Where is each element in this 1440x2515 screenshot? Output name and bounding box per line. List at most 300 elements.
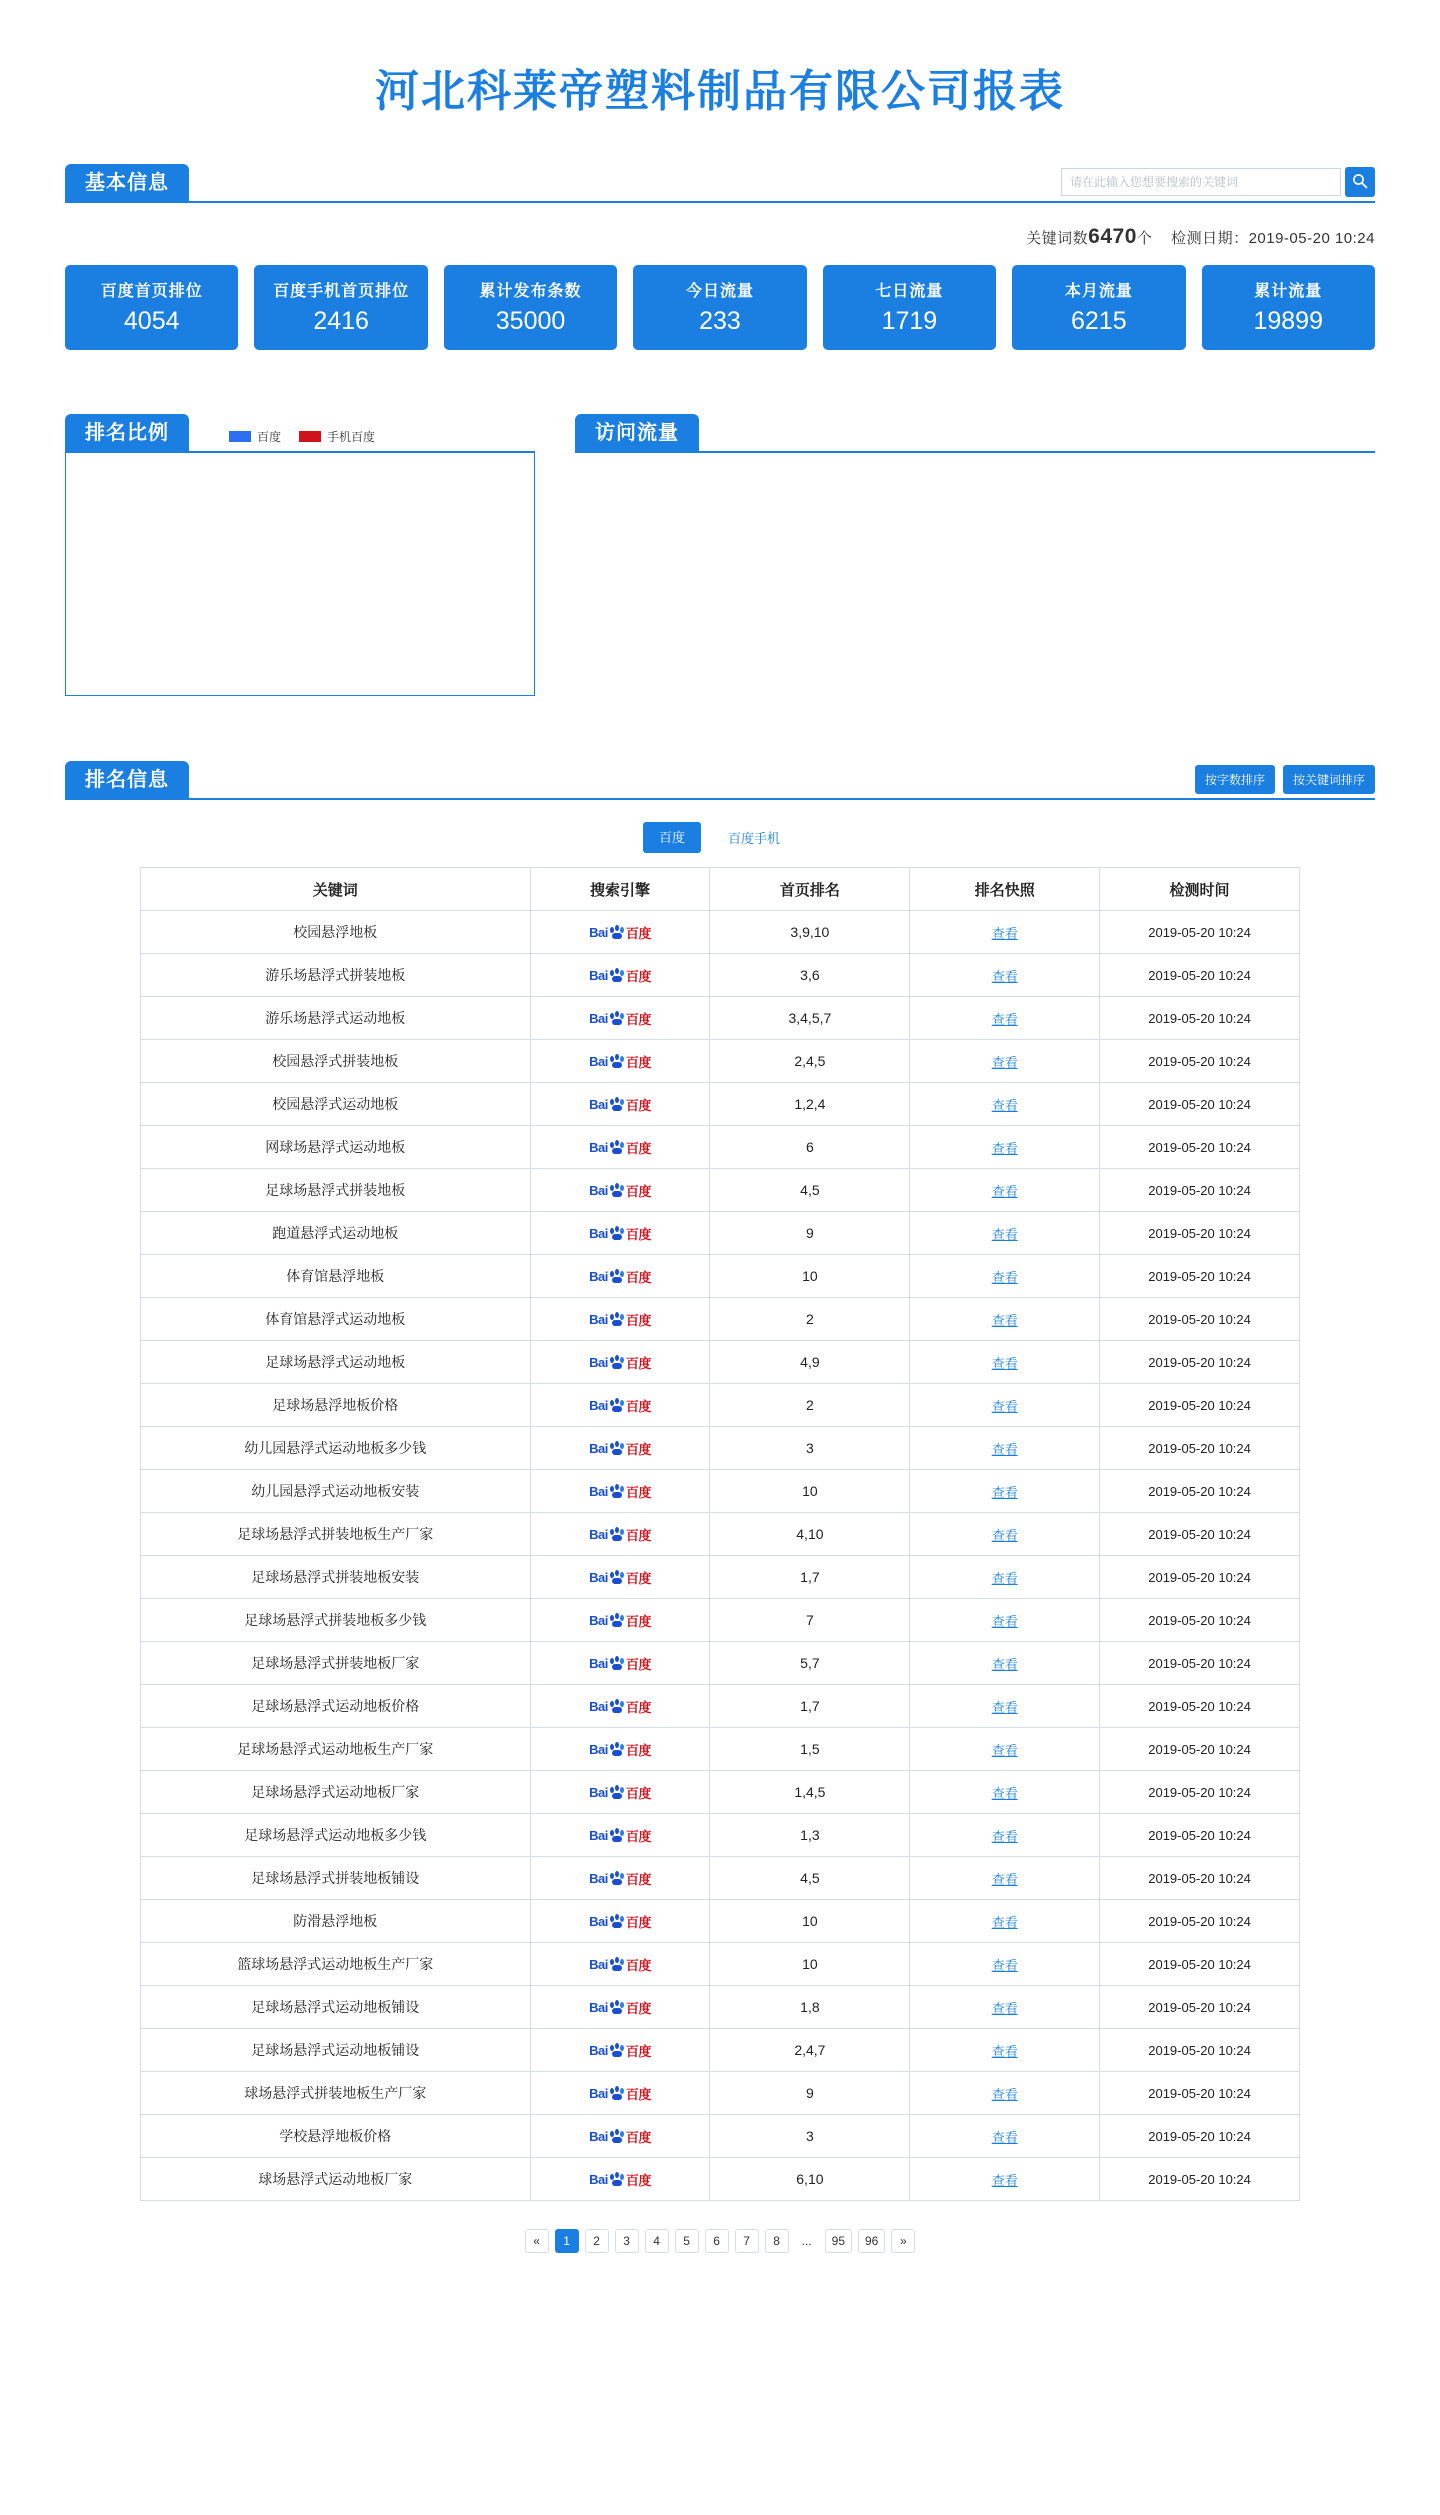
- cell-detect-time: 2019-05-20 10:24: [1100, 997, 1300, 1040]
- cell-keyword: 学校悬浮地板价格: [141, 2115, 531, 2158]
- view-snapshot-link[interactable]: 查看: [991, 1570, 1018, 1586]
- cell-keyword: 足球场悬浮地板价格: [141, 1384, 531, 1427]
- baidu-paw-icon: [610, 1828, 624, 1842]
- cell-detect-time: 2019-05-20 10:24: [1100, 1556, 1300, 1599]
- cell-search-engine: [530, 1341, 710, 1384]
- table-row: [141, 1943, 1300, 1986]
- cell-search-engine: [530, 2072, 710, 2115]
- keyword-meta: [65, 203, 1375, 265]
- cell-homepage-rank: 1,7: [710, 1685, 910, 1728]
- baidu-paw-icon: [610, 1269, 624, 1283]
- rank-info-tab[interactable]: 排名信息: [65, 761, 189, 798]
- view-snapshot-link[interactable]: 查看: [991, 1054, 1018, 1070]
- stat-value: 2416: [313, 307, 369, 335]
- view-snapshot-link[interactable]: 查看: [991, 1613, 1018, 1629]
- cell-search-engine: [530, 1040, 710, 1083]
- baidu-paw-icon: [610, 1699, 624, 1713]
- baidu-logo-icon: Bai 百度: [589, 1870, 651, 1887]
- baidu-logo-text: 百度: [625, 1054, 651, 1070]
- view-snapshot-link[interactable]: 查看: [991, 1785, 1018, 1801]
- cell-detect-time: 2019-05-20 10:24: [1100, 2029, 1300, 2072]
- baidu-paw-icon: [610, 1656, 624, 1670]
- baidu-logo-icon: Bai 百度: [589, 1999, 651, 2016]
- cell-detect-time: 2019-05-20 10:24: [1100, 1427, 1300, 1470]
- cell-detect-time: 2019-05-20 10:24: [1100, 1255, 1300, 1298]
- cell-search-engine: [530, 1685, 710, 1728]
- baidu-paw-icon: [610, 2043, 624, 2057]
- baidu-paw-icon: [610, 1226, 624, 1240]
- baidu-paw-icon: [610, 1613, 624, 1627]
- rank-info-header: [65, 756, 1375, 800]
- baidu-paw-icon: [610, 968, 624, 982]
- view-snapshot-link[interactable]: 查看: [991, 1226, 1018, 1242]
- view-snapshot-link[interactable]: 查看: [991, 1398, 1018, 1414]
- page-button-3[interactable]: 3: [615, 2229, 639, 2253]
- page-button-2[interactable]: 2: [585, 2229, 609, 2253]
- pagination: [65, 2229, 1375, 2253]
- cell-keyword: 体育馆悬浮式运动地板: [141, 1298, 531, 1341]
- cell-snapshot: [910, 1212, 1100, 1255]
- cell-keyword: 足球场悬浮式拼装地板厂家: [141, 1642, 531, 1685]
- cell-search-engine: [530, 1857, 710, 1900]
- search-icon: [1352, 173, 1368, 192]
- baidu-paw-icon: [610, 1570, 624, 1584]
- page-button-7[interactable]: 7: [735, 2229, 759, 2253]
- cell-keyword: 足球场悬浮式运动地板多少钱: [141, 1814, 531, 1857]
- page-button-4[interactable]: 4: [645, 2229, 669, 2253]
- cell-snapshot: [910, 1083, 1100, 1126]
- baidu-logo-icon: Bai 百度: [589, 1268, 651, 1285]
- stat-label: 今日流量: [685, 283, 754, 300]
- cell-snapshot: [910, 1341, 1100, 1384]
- cell-homepage-rank: 3,9,10: [710, 911, 910, 954]
- cell-detect-time: 2019-05-20 10:24: [1100, 1599, 1300, 1642]
- cell-search-engine: [530, 1728, 710, 1771]
- stat-label: 累计发布条数: [479, 283, 582, 300]
- baidu-paw-icon: [610, 1484, 624, 1498]
- legend-label-mobile-baidu: 手机百度: [327, 430, 376, 444]
- baidu-logo-icon: Bai 百度: [589, 1569, 651, 1586]
- baidu-logo-text: 百度: [625, 1613, 651, 1629]
- cell-homepage-rank: 2,4,7: [710, 2029, 910, 2072]
- legend-item-baidu: [229, 428, 281, 445]
- sort-by-keyword-button[interactable]: 按关键词排序: [1283, 765, 1375, 794]
- cell-search-engine: [530, 1599, 710, 1642]
- baidu-logo-text: 百度: [625, 1441, 651, 1457]
- baidu-logo-text: 百度: [625, 1656, 651, 1672]
- baidu-logo-text: 百度: [625, 1183, 651, 1199]
- cell-homepage-rank: 5,7: [710, 1642, 910, 1685]
- baidu-logo-icon: Bai 百度: [589, 1483, 651, 1500]
- cell-snapshot: [910, 1728, 1100, 1771]
- sort-buttons: [1195, 765, 1375, 798]
- cell-snapshot: [910, 1986, 1100, 2029]
- cell-detect-time: 2019-05-20 10:24: [1100, 1857, 1300, 1900]
- view-snapshot-link[interactable]: 查看: [991, 968, 1018, 984]
- baidu-logo-text: 百度: [625, 2086, 651, 2102]
- baidu-logo-text: 百度: [625, 1355, 651, 1371]
- baidu-logo-icon: Bai 百度: [589, 1612, 651, 1629]
- rank-table-body: [141, 911, 1300, 2201]
- view-snapshot-link[interactable]: 查看: [991, 1656, 1018, 1672]
- baidu-logo-text: 百度: [625, 968, 651, 984]
- cell-snapshot: [910, 1685, 1100, 1728]
- cell-search-engine: [530, 1126, 710, 1169]
- cell-homepage-rank: 1,3: [710, 1814, 910, 1857]
- cell-homepage-rank: 1,2,4: [710, 1083, 910, 1126]
- sort-by-word-count-button[interactable]: 按字数排序: [1195, 765, 1275, 794]
- stat-card[interactable]: [254, 265, 427, 350]
- cell-search-engine: [530, 1900, 710, 1943]
- table-row: [141, 997, 1300, 1040]
- cell-snapshot: [910, 1040, 1100, 1083]
- cell-keyword: 足球场悬浮式运动地板: [141, 1341, 531, 1384]
- page-button-96[interactable]: 96: [858, 2229, 885, 2253]
- view-snapshot-link[interactable]: 查看: [991, 1140, 1018, 1156]
- view-snapshot-link[interactable]: 查看: [991, 1097, 1018, 1113]
- table-row: [141, 1814, 1300, 1857]
- cell-homepage-rank: 9: [710, 2072, 910, 2115]
- baidu-logo-text: 百度: [625, 1484, 651, 1500]
- search-area: [1061, 167, 1375, 201]
- cell-detect-time: 2019-05-20 10:24: [1100, 1384, 1300, 1427]
- stat-value: 19899: [1253, 307, 1323, 335]
- view-snapshot-link[interactable]: 查看: [991, 1269, 1018, 1285]
- stat-label: 百度首页排位: [100, 283, 203, 300]
- view-snapshot-link[interactable]: 查看: [991, 1828, 1018, 1844]
- cell-snapshot: [910, 954, 1100, 997]
- cell-keyword: 网球场悬浮式运动地板: [141, 1126, 531, 1169]
- baidu-paw-icon: [610, 1441, 624, 1455]
- baidu-logo-icon: Bai 百度: [589, 1956, 651, 1973]
- page-ellipsis: ...: [795, 2229, 819, 2253]
- table-row: [141, 1169, 1300, 1212]
- baidu-logo-icon: Bai 百度: [589, 1784, 651, 1801]
- cell-detect-time: 2019-05-20 10:24: [1100, 1986, 1300, 2029]
- cell-homepage-rank: 1,7: [710, 1556, 910, 1599]
- cell-homepage-rank: 2,4,5: [710, 1040, 910, 1083]
- keyword-count-label: 关键词数: [1026, 230, 1089, 247]
- rank-ratio-legend: [229, 428, 375, 451]
- cell-snapshot: [910, 1642, 1100, 1685]
- cell-search-engine: [530, 1255, 710, 1298]
- rank-info-section: [65, 756, 1375, 2253]
- cell-detect-time: 2019-05-20 10:24: [1100, 1126, 1300, 1169]
- cell-detect-time: 2019-05-20 10:24: [1100, 911, 1300, 954]
- cell-snapshot: [910, 1384, 1100, 1427]
- view-snapshot-link[interactable]: 查看: [991, 1957, 1018, 1973]
- stat-cards: [65, 265, 1375, 360]
- cell-search-engine: [530, 1212, 710, 1255]
- baidu-logo-icon: Bai 百度: [589, 967, 651, 984]
- stat-card[interactable]: [1202, 265, 1375, 350]
- view-snapshot-link[interactable]: 查看: [991, 2172, 1018, 2188]
- cell-search-engine: [530, 2029, 710, 2072]
- keyword-count-value: 6470: [1088, 225, 1137, 248]
- cell-keyword: 游乐场悬浮式拼装地板: [141, 954, 531, 997]
- view-snapshot-link[interactable]: 查看: [991, 1355, 1018, 1371]
- col-time: 检测时间: [1100, 868, 1300, 911]
- table-row: [141, 1685, 1300, 1728]
- cell-search-engine: [530, 1298, 710, 1341]
- cell-keyword: 防滑悬浮地板: [141, 1900, 531, 1943]
- baidu-paw-icon: [610, 1183, 624, 1197]
- view-snapshot-link[interactable]: 查看: [991, 1484, 1018, 1500]
- cell-detect-time: 2019-05-20 10:24: [1100, 954, 1300, 997]
- cell-homepage-rank: 7: [710, 1599, 910, 1642]
- cell-homepage-rank: 4,10: [710, 1513, 910, 1556]
- view-snapshot-link[interactable]: 查看: [991, 925, 1018, 941]
- table-row: [141, 1126, 1300, 1169]
- baidu-logo-icon: Bai 百度: [589, 1827, 651, 1844]
- cell-homepage-rank: 3: [710, 1427, 910, 1470]
- visit-flow-tab[interactable]: 访问流量: [575, 414, 699, 451]
- view-snapshot-link[interactable]: 查看: [991, 1742, 1018, 1758]
- detect-date: 检测日期：2019-05-20 10:24: [1171, 230, 1375, 247]
- table-row: [141, 1599, 1300, 1642]
- baidu-logo-text: 百度: [625, 1527, 651, 1543]
- baidu-logo-text: 百度: [625, 1957, 651, 1973]
- baidu-logo-text: 百度: [625, 925, 651, 941]
- baidu-logo-icon: Bai 百度: [589, 1397, 651, 1414]
- baidu-logo-icon: Bai 百度: [589, 2042, 651, 2059]
- table-row: [141, 2072, 1300, 2115]
- search-button[interactable]: [1345, 167, 1375, 197]
- table-row: [141, 1083, 1300, 1126]
- cell-detect-time: 2019-05-20 10:24: [1100, 1169, 1300, 1212]
- cell-detect-time: 2019-05-20 10:24: [1100, 1083, 1300, 1126]
- cell-snapshot: [910, 1814, 1100, 1857]
- stat-card[interactable]: [823, 265, 996, 350]
- table-row: [141, 1040, 1300, 1083]
- stat-value: 233: [699, 307, 741, 335]
- baidu-logo-text: 百度: [625, 1871, 651, 1887]
- legend-swatch-baidu: [229, 431, 251, 442]
- view-snapshot-link[interactable]: 查看: [991, 1699, 1018, 1715]
- tab-baidu[interactable]: 百度: [643, 822, 701, 853]
- tab-baidu-mobile[interactable]: 百度手机: [711, 822, 797, 853]
- cell-homepage-rank: 4,5: [710, 1169, 910, 1212]
- baidu-logo-text: 百度: [625, 1398, 651, 1414]
- view-snapshot-link[interactable]: 查看: [991, 1914, 1018, 1930]
- baidu-logo-text: 百度: [625, 1914, 651, 1930]
- view-snapshot-link[interactable]: 查看: [991, 1527, 1018, 1543]
- table-row: [141, 1427, 1300, 1470]
- cell-homepage-rank: 10: [710, 1943, 910, 1986]
- baidu-logo-icon: Bai 百度: [589, 1440, 651, 1457]
- cell-detect-time: 2019-05-20 10:24: [1100, 1470, 1300, 1513]
- stat-card[interactable]: [444, 265, 617, 350]
- cell-keyword: 足球场悬浮式运动地板铺设: [141, 1986, 531, 2029]
- page-prev-button[interactable]: «: [525, 2229, 549, 2253]
- baidu-logo-icon: Bai 百度: [589, 2171, 651, 2188]
- baidu-paw-icon: [610, 2086, 624, 2100]
- cell-keyword: 足球场悬浮式拼装地板: [141, 1169, 531, 1212]
- cell-keyword: 足球场悬浮式拼装地板多少钱: [141, 1599, 531, 1642]
- baidu-paw-icon: [610, 1097, 624, 1111]
- table-row: [141, 1341, 1300, 1384]
- baidu-logo-text: 百度: [625, 1785, 651, 1801]
- cell-snapshot: [910, 1298, 1100, 1341]
- view-snapshot-link[interactable]: 查看: [991, 1441, 1018, 1457]
- cell-homepage-rank: 2: [710, 1384, 910, 1427]
- cell-snapshot: [910, 997, 1100, 1040]
- table-row: [141, 1642, 1300, 1685]
- cell-snapshot: [910, 1427, 1100, 1470]
- table-row: [141, 2115, 1300, 2158]
- cell-detect-time: 2019-05-20 10:24: [1100, 1642, 1300, 1685]
- cell-snapshot: [910, 911, 1100, 954]
- table-row: [141, 1771, 1300, 1814]
- baidu-logo-icon: Bai 百度: [589, 2085, 651, 2102]
- stat-card[interactable]: [633, 265, 806, 350]
- view-snapshot-link[interactable]: 查看: [991, 1183, 1018, 1199]
- cell-search-engine: [530, 1943, 710, 1986]
- table-row: [141, 1298, 1300, 1341]
- stat-label: 七日流量: [875, 283, 944, 300]
- cell-detect-time: 2019-05-20 10:24: [1100, 1513, 1300, 1556]
- cell-homepage-rank: 3,4,5,7: [710, 997, 910, 1040]
- cell-search-engine: [530, 997, 710, 1040]
- cell-keyword: 足球场悬浮式拼装地板铺设: [141, 1857, 531, 1900]
- cell-homepage-rank: 10: [710, 1255, 910, 1298]
- stat-value: 6215: [1071, 307, 1127, 335]
- col-keyword: 关键词: [141, 868, 531, 911]
- baidu-logo-icon: Bai 百度: [589, 924, 651, 941]
- cell-keyword: 足球场悬浮式运动地板铺设: [141, 2029, 531, 2072]
- cell-snapshot: [910, 1900, 1100, 1943]
- cell-snapshot: [910, 1556, 1100, 1599]
- cell-keyword: 游乐场悬浮式运动地板: [141, 997, 531, 1040]
- view-snapshot-link[interactable]: 查看: [991, 2043, 1018, 2059]
- page-button-6[interactable]: 6: [705, 2229, 729, 2253]
- page-button-1[interactable]: 1: [555, 2229, 579, 2253]
- col-rank: 首页排名: [710, 868, 910, 911]
- cell-search-engine: [530, 1384, 710, 1427]
- baidu-logo-text: 百度: [625, 2043, 651, 2059]
- cell-keyword: 幼儿园悬浮式运动地板多少钱: [141, 1427, 531, 1470]
- baidu-paw-icon: [610, 1140, 624, 1154]
- page-button-5[interactable]: 5: [675, 2229, 699, 2253]
- stat-card[interactable]: [65, 265, 238, 350]
- cell-keyword: 足球场悬浮式运动地板生产厂家: [141, 1728, 531, 1771]
- cell-keyword: 校园悬浮地板: [141, 911, 531, 954]
- cell-keyword: 足球场悬浮式运动地板价格: [141, 1685, 531, 1728]
- table-row: [141, 954, 1300, 997]
- cell-detect-time: 2019-05-20 10:24: [1100, 2115, 1300, 2158]
- view-snapshot-link[interactable]: 查看: [991, 1011, 1018, 1027]
- baidu-logo-text: 百度: [625, 1312, 651, 1328]
- cell-search-engine: [530, 2158, 710, 2201]
- baidu-logo-text: 百度: [625, 1011, 651, 1027]
- baidu-paw-icon: [610, 1742, 624, 1756]
- baidu-paw-icon: [610, 925, 624, 939]
- view-snapshot-link[interactable]: 查看: [991, 2086, 1018, 2102]
- table-row: [141, 1556, 1300, 1599]
- cell-detect-time: 2019-05-20 10:24: [1100, 1814, 1300, 1857]
- table-header-row: [141, 868, 1300, 911]
- page-title: 河北科莱帝塑料制品有限公司报表: [375, 67, 1065, 116]
- baidu-logo-text: 百度: [625, 1097, 651, 1113]
- baidu-logo-icon: Bai 百度: [589, 1182, 651, 1199]
- table-row: [141, 1986, 1300, 2029]
- cell-snapshot: [910, 1771, 1100, 1814]
- cell-search-engine: [530, 1470, 710, 1513]
- cell-snapshot: [910, 1255, 1100, 1298]
- baidu-logo-text: 百度: [625, 1570, 651, 1586]
- cell-snapshot: [910, 1126, 1100, 1169]
- rank-ratio-chart-area: [65, 453, 535, 696]
- cell-search-engine: [530, 1083, 710, 1126]
- baidu-logo-icon: Bai 百度: [589, 1354, 651, 1371]
- table-row: [141, 1255, 1300, 1298]
- stat-label: 累计流量: [1254, 283, 1323, 300]
- baidu-logo-text: 百度: [625, 1742, 651, 1758]
- search-input[interactable]: [1061, 168, 1341, 196]
- cell-search-engine: [530, 1169, 710, 1212]
- cell-keyword: 足球场悬浮式运动地板厂家: [141, 1771, 531, 1814]
- view-snapshot-link[interactable]: 查看: [991, 2129, 1018, 2145]
- page-button-8[interactable]: 8: [765, 2229, 789, 2253]
- visit-flow-chart-area: [575, 453, 1375, 696]
- baidu-logo-icon: Bai 百度: [589, 1096, 651, 1113]
- cell-snapshot: [910, 2158, 1100, 2201]
- baidu-logo-text: 百度: [625, 1699, 651, 1715]
- baidu-logo-icon: Bai 百度: [589, 1225, 651, 1242]
- cell-keyword: 足球场悬浮式拼装地板安装: [141, 1556, 531, 1599]
- baidu-logo-text: 百度: [625, 1828, 651, 1844]
- cell-homepage-rank: 3: [710, 2115, 910, 2158]
- cell-homepage-rank: 3,6: [710, 954, 910, 997]
- rank-ratio-tab[interactable]: 排名比例: [65, 414, 189, 451]
- cell-search-engine: [530, 2115, 710, 2158]
- legend-label-baidu: 百度: [257, 430, 282, 444]
- cell-snapshot: [910, 1599, 1100, 1642]
- baidu-logo-icon: Bai 百度: [589, 1139, 651, 1156]
- view-snapshot-link[interactable]: 查看: [991, 1312, 1018, 1328]
- rank-ratio-header: [65, 415, 535, 453]
- cell-keyword: 幼儿园悬浮式运动地板安装: [141, 1470, 531, 1513]
- cell-snapshot: [910, 1470, 1100, 1513]
- table-row: [141, 1857, 1300, 1900]
- stat-card[interactable]: [1012, 265, 1185, 350]
- baidu-logo-icon: Bai 百度: [589, 1913, 651, 1930]
- basic-info-section-header: [65, 159, 1375, 203]
- cell-snapshot: [910, 2029, 1100, 2072]
- view-snapshot-link[interactable]: 查看: [991, 2000, 1018, 2016]
- basic-info-tab[interactable]: 基本信息: [65, 164, 189, 201]
- cell-search-engine: [530, 1513, 710, 1556]
- view-snapshot-link[interactable]: 查看: [991, 1871, 1018, 1887]
- charts-row: [65, 415, 1375, 696]
- baidu-logo-icon: Bai 百度: [589, 1526, 651, 1543]
- cell-homepage-rank: 1,4,5: [710, 1771, 910, 1814]
- content-wrapper: [65, 159, 1375, 2253]
- baidu-logo-icon: Bai 百度: [589, 1655, 651, 1672]
- baidu-paw-icon: [610, 1054, 624, 1068]
- legend-item-mobile-baidu: [299, 428, 375, 445]
- baidu-logo-icon: Bai 百度: [589, 1311, 651, 1328]
- cell-detect-time: 2019-05-20 10:24: [1100, 1685, 1300, 1728]
- baidu-logo-text: 百度: [625, 1226, 651, 1242]
- stat-value: 35000: [495, 307, 566, 335]
- visit-flow-panel: [575, 415, 1375, 696]
- baidu-logo-icon: Bai 百度: [589, 1010, 651, 1027]
- cell-homepage-rank: 4,5: [710, 1857, 910, 1900]
- page-next-button[interactable]: »: [891, 2229, 915, 2253]
- cell-detect-time: 2019-05-20 10:24: [1100, 1040, 1300, 1083]
- page-button-95[interactable]: 95: [825, 2229, 852, 2253]
